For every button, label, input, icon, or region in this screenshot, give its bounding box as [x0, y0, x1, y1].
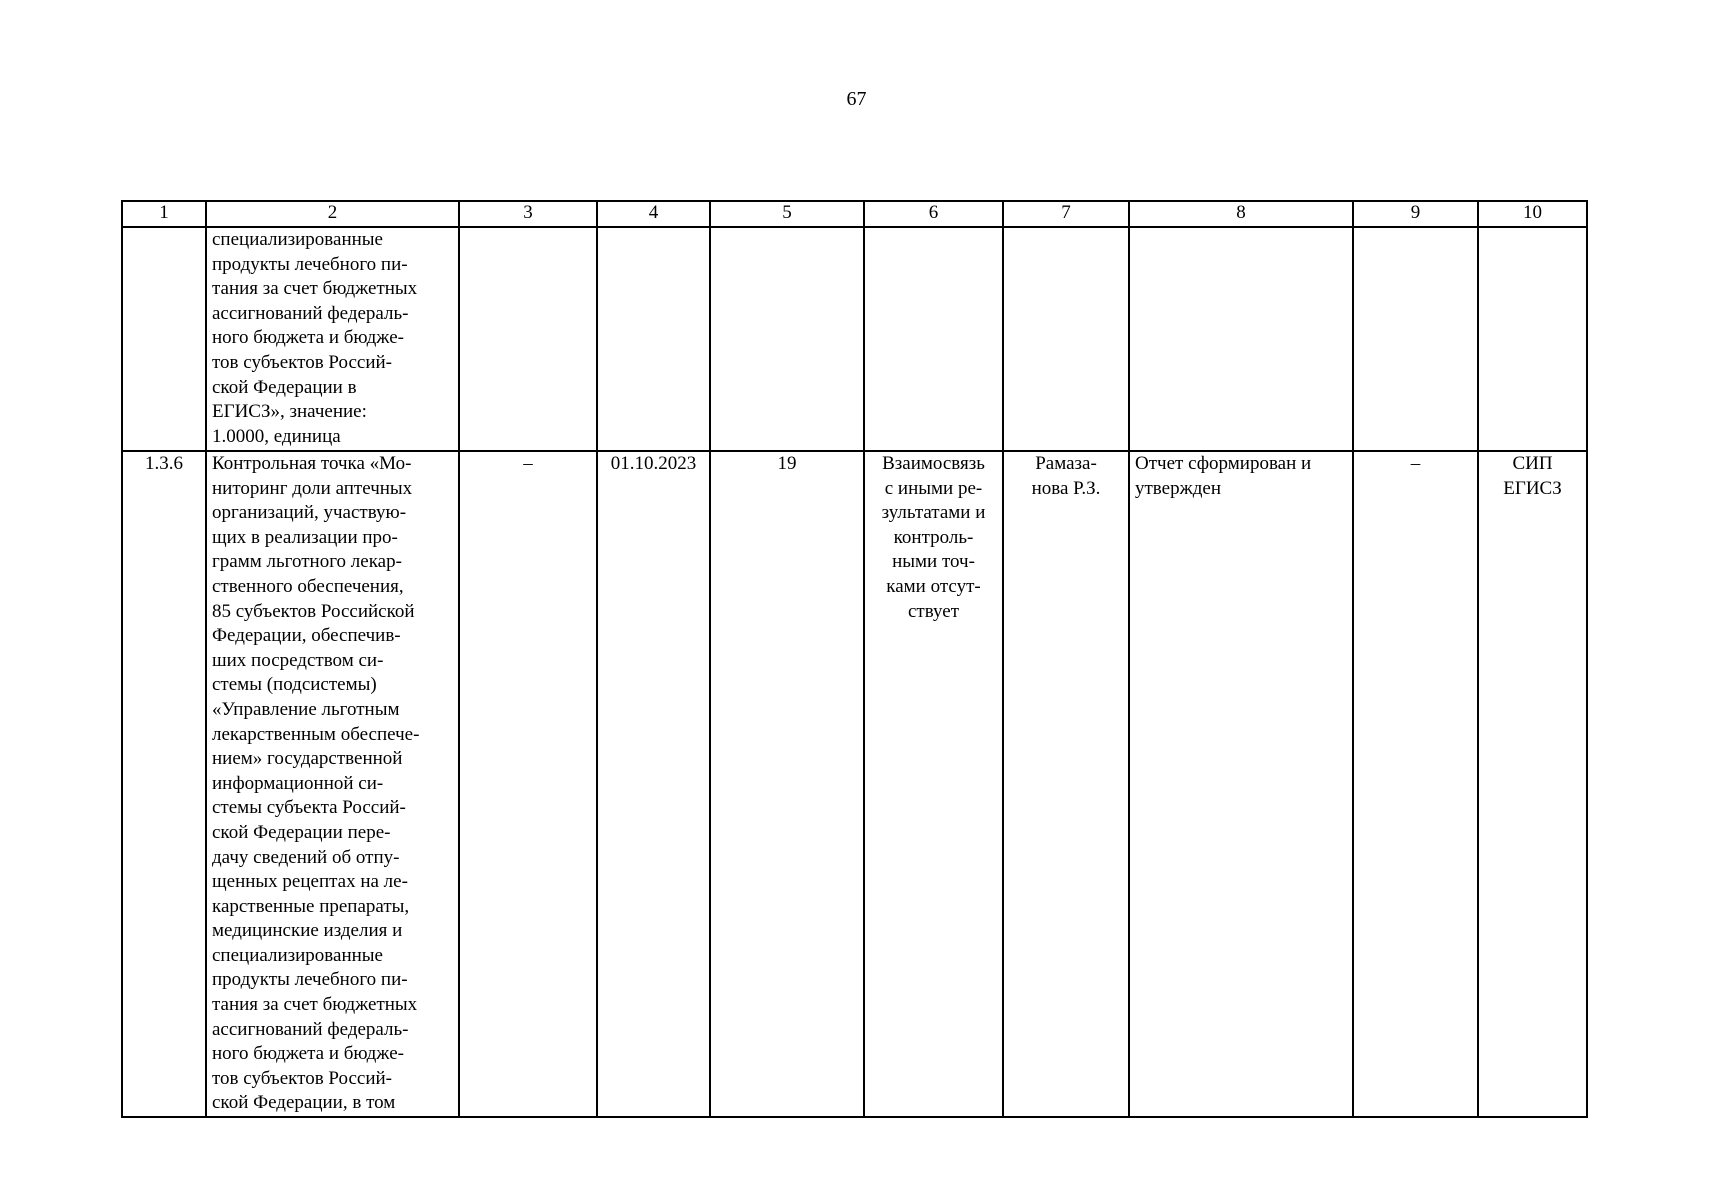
cell	[1478, 227, 1587, 451]
column-header: 9	[1353, 201, 1478, 227]
cell-description: специализированные продукты лечебного пи- тания за счет бюджетных ассигнований федераль- ного бюджета и бюдже- тов субъектов Россий- ской Федерации в ЕГИСЗ», значение: 1.0000, единица	[206, 227, 459, 451]
cell	[1353, 227, 1478, 451]
cell-dash: –	[459, 451, 597, 1117]
cell-number	[122, 227, 206, 451]
cell	[864, 227, 1003, 451]
cell-value: 19	[710, 451, 864, 1117]
cell-responsible: Рамаза- нова Р.З.	[1003, 451, 1129, 1117]
column-header: 10	[1478, 201, 1587, 227]
column-header: 2	[206, 201, 459, 227]
cell-result: Отчет сформирован и утвержден	[1129, 451, 1353, 1117]
column-header: 7	[1003, 201, 1129, 227]
column-header: 1	[122, 201, 206, 227]
column-header: 6	[864, 201, 1003, 227]
cell-number: 1.3.6	[122, 451, 206, 1117]
cell-date: 01.10.2023	[597, 451, 710, 1117]
table-header-row	[122, 201, 1587, 227]
cell	[710, 227, 864, 451]
cell	[459, 227, 597, 451]
table-row	[122, 227, 1587, 451]
column-header: 5	[710, 201, 864, 227]
page-number: 67	[846, 88, 867, 110]
cell	[1129, 227, 1353, 451]
cell-system: СИП ЕГИСЗ	[1478, 451, 1587, 1117]
cell	[597, 227, 710, 451]
cell-relationship: Взаимосвязь с иными ре- зультатами и контроль- ными точ- ками отсут- ствует	[864, 451, 1003, 1117]
cell	[1003, 227, 1129, 451]
column-header: 4	[597, 201, 710, 227]
cell-description: Контрольная точка «Мо- ниторинг доли аптечных организаций, участвую- щих в реализации про- грамм льготного лекар- ственного обеспечения, 85 субъектов Российской Федерации, обеспечив- ших посредством си- стемы (подсистемы) «Управление льготным лекарственным обеспече- нием» государственной информационной си- стемы субъекта Россий- ской Федерации пере- дачу сведений об отпу- щенных рецептах на ле- карственные препараты, медицинские изделия и специализированные продукты лечебного пи- тания за счет бюджетных ассигнований федераль- ного бюджета и бюдже- тов субъектов Россий- ской Федерации, в том	[206, 451, 459, 1117]
cell-dash: –	[1353, 451, 1478, 1117]
column-header: 3	[459, 201, 597, 227]
table-row	[122, 451, 1587, 1117]
column-header: 8	[1129, 201, 1353, 227]
plan-table	[121, 200, 1588, 1118]
